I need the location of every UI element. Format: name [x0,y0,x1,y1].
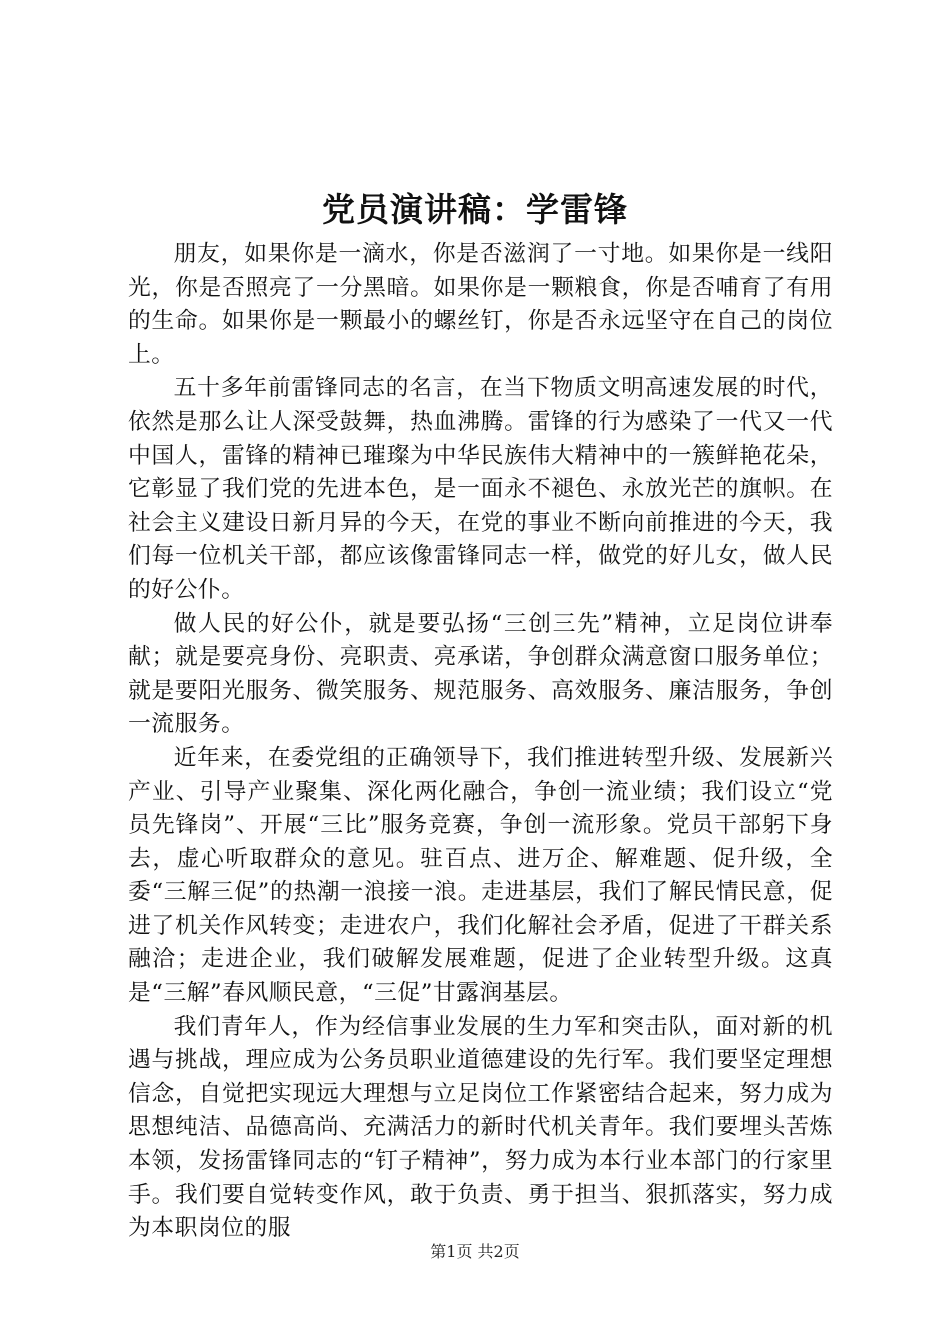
paragraph: 我们青年人，作为经信事业发展的生力军和突击队，面对新的机遇与挑战，理应成为公务员职业道德建设的先行军。我们要坚定理想信念，自觉把实现远大理想与立足岗位工作紧密结合起来，努力成为思想纯洁、品德高尚、充满活力的新时代机关青年。我们要埋头苦炼本领，发扬雷锋同志的“钉子精神”，努力成为本行业本部门的行家里手。我们要自觉转变作风，敢于负责、勇于担当、狠抓落实，努力成为本职岗位的服 [128,1013,833,1242]
paragraph: 朋友，如果你是一滴水，你是否滋润了一寸地。如果你是一线阳光，你是否照亮了一分黑暗。如果你是一颗粮食，你是否哺育了有用的生命。如果你是一颗最小的螺丝钉，你是否永远坚守在自己的岗位上。 [128,241,833,368]
document-body [128,238,833,1246]
paragraph: 五十多年前雷锋同志的名言，在当下物质文明高速发展的时代，依然是那么让人深受鼓舞，热血沸腾。雷锋的行为感染了一代又一代中国人，雷锋的精神已璀璨为中华民族伟大精神中的一簇鲜艳花朵，它彰显了我们党的先进本色，是一面永不褪色、永放光芒的旗帜。在社会主义建设日新月异的今天，在党的事业不断向前推进的今天，我们每一位机关干部，都应该像雷锋同志一样，做党的好儿女，做人民的好公仆。 [128,375,833,603]
paragraph: 做人民的好公仆，就是要弘扬“三创三先”精神，立足岗位讲奉献；就是要亮身份、亮职责、亮承诺，争创群众满意窗口服务单位；就是要阳光服务、微笑服务、规范服务、高效服务、廉洁服务，争创一流服务。 [128,610,833,738]
page-title: 党员演讲稿：学雷锋 [322,190,628,229]
page-footer: 第1页 共2页 [430,1242,520,1261]
paragraph: 近年来，在委党组的正确领导下，我们推进转型升级、发展新兴产业、引导产业聚集、深化两化融合，争创一流业绩；我们设立“党员先锋岗”、开展“三比”服务竞赛，争创一流形象。党员干部躬下身去，虚心听取群众的意见。驻百点、进万企、解难题、促升级，全委“三解三促”的热潮一浪接一浪。走进基层，我们了解民情民意，促进了机关作风转变；走进农户，我们化解社会矛盾，促进了干群关系融洽；走进企业，我们破解发展难题，促进了企业转型升级。这真是“三解”春风顺民意，“三促”甘露润基层。 [128,744,833,1007]
